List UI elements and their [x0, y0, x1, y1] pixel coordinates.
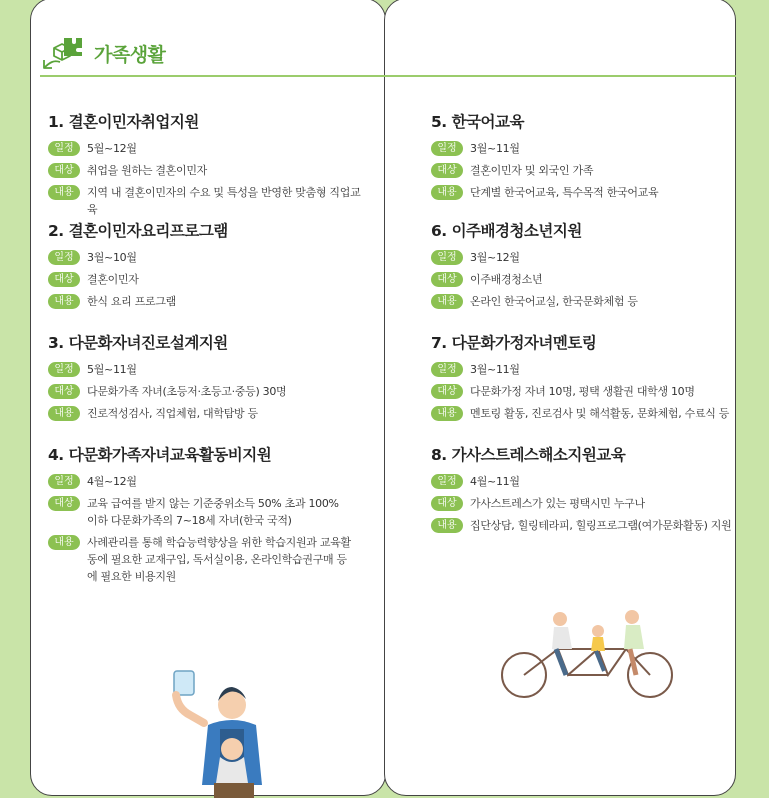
target-row — [431, 383, 731, 400]
target-value: 교육 급여를 받지 않는 기준중위소득 50% 초과 100% 이하 다문화가족의 7~18세 자녀(한국 국적) — [87, 497, 339, 527]
schedule-value: 5월~12월 — [87, 142, 137, 155]
section-6 — [431, 219, 731, 315]
target-badge: 대상 — [431, 163, 463, 178]
schedule-badge: 일정 — [48, 141, 80, 156]
section-title: 6. 이주배경청소년지원 — [431, 222, 582, 240]
target-row — [48, 495, 358, 529]
target-value: 가사스트레스가 있는 평택시민 누구나 — [470, 497, 645, 510]
schedule-value: 3월~11월 — [470, 363, 520, 376]
target-badge: 대상 — [48, 496, 80, 511]
target-badge: 대상 — [48, 163, 80, 178]
tandem-bicycle-illustration — [498, 605, 678, 700]
content-badge: 내용 — [431, 185, 463, 200]
schedule-row — [48, 140, 368, 157]
content-value: 진로적성검사, 직업체험, 대학탐방 등 — [87, 407, 258, 420]
section-title: 5. 한국어교육 — [431, 113, 524, 131]
content-row — [431, 293, 731, 310]
target-row — [431, 162, 731, 179]
target-badge: 대상 — [431, 384, 463, 399]
content-badge: 내용 — [431, 518, 463, 533]
schedule-value: 3월~11월 — [470, 142, 520, 155]
section-title: 8. 가사스트레스해소지원교육 — [431, 446, 626, 464]
puzzle-pieces-icon — [42, 34, 84, 72]
target-value: 다문화가족 자녀(초등저·초등고·중등) 30명 — [87, 385, 287, 398]
content-badge: 내용 — [48, 406, 80, 421]
target-row — [431, 495, 741, 512]
schedule-row — [48, 361, 368, 378]
target-badge: 대상 — [431, 496, 463, 511]
section-title: 7. 다문화가정자녀멘토링 — [431, 334, 597, 352]
schedule-badge: 일정 — [48, 362, 80, 377]
target-row — [48, 271, 368, 288]
schedule-badge: 일정 — [431, 362, 463, 377]
father-baby-illustration — [160, 665, 300, 798]
schedule-value: 3월~12월 — [470, 251, 520, 264]
section-8 — [431, 443, 741, 539]
content-value: 멘토링 활동, 진로검사 및 해석활동, 문화체험, 수료식 등 — [470, 407, 730, 420]
content-row — [48, 534, 358, 585]
section-4 — [48, 443, 358, 590]
section-5 — [431, 110, 731, 206]
section-title: 1. 결혼이민자취업지원 — [48, 113, 199, 131]
section-2 — [48, 219, 368, 315]
content-row — [431, 517, 741, 534]
content-value: 온라인 한국어교실, 한국문화체험 등 — [470, 295, 638, 308]
content-badge: 내용 — [48, 535, 80, 550]
target-badge: 대상 — [48, 384, 80, 399]
content-row — [48, 184, 368, 218]
page-title: 가족생활 — [94, 43, 166, 66]
target-value: 결혼이민자 — [87, 273, 139, 286]
target-row — [48, 162, 368, 179]
target-badge: 대상 — [48, 272, 80, 287]
content-badge: 내용 — [48, 185, 80, 200]
section-title: 2. 결혼이민자요리프로그램 — [48, 222, 228, 240]
schedule-row — [48, 249, 368, 266]
content-row — [48, 293, 368, 310]
schedule-row — [431, 473, 741, 490]
target-value: 이주배경청소년 — [470, 273, 543, 286]
schedule-row — [48, 473, 358, 490]
schedule-value: 5월~11월 — [87, 363, 137, 376]
schedule-row — [431, 140, 731, 157]
content-row — [48, 405, 368, 422]
schedule-row — [431, 361, 731, 378]
section-title: 4. 다문화가족자녀교육활동비지원 — [48, 446, 272, 464]
schedule-badge: 일정 — [48, 474, 80, 489]
content-row — [431, 184, 731, 201]
content-badge: 내용 — [431, 406, 463, 421]
schedule-badge: 일정 — [431, 250, 463, 265]
schedule-badge: 일정 — [431, 141, 463, 156]
target-value: 취업을 원하는 결혼이민자 — [87, 164, 207, 177]
section-title: 3. 다문화자녀진로설계지원 — [48, 334, 228, 352]
target-value: 다문화가정 자녀 10명, 평택 생활권 대학생 10명 — [470, 385, 695, 398]
target-badge: 대상 — [431, 272, 463, 287]
content-value: 단계별 한국어교육, 특수목적 한국어교육 — [470, 186, 659, 199]
content-value: 한식 요리 프로그램 — [87, 295, 177, 308]
header-divider — [40, 75, 736, 77]
schedule-value: 3월~10월 — [87, 251, 137, 264]
target-value: 결혼이민자 및 외국인 가족 — [470, 164, 594, 177]
content-value: 지역 내 결혼이민자의 수요 및 특성을 반영한 맞춤형 직업교육 — [87, 186, 361, 216]
section-7 — [431, 331, 731, 427]
page-header — [42, 34, 165, 72]
section-1 — [48, 110, 368, 223]
content-value: 집단상담, 힐링테라피, 힐링프로그램(여가문화활동) 지원 — [470, 519, 732, 532]
target-row — [48, 383, 368, 400]
content-badge: 내용 — [431, 294, 463, 309]
content-row — [431, 405, 731, 422]
schedule-value: 4월~12월 — [87, 475, 137, 488]
schedule-badge: 일정 — [48, 250, 80, 265]
section-3 — [48, 331, 368, 427]
target-row — [431, 271, 731, 288]
content-value: 사례관리를 통해 학습능력향상을 위한 학습지원과 교육활동에 필요한 교재구입, 독서실이용, 온라인학습권구매 등에 필요한 비용지원 — [87, 536, 351, 583]
schedule-row — [431, 249, 731, 266]
schedule-badge: 일정 — [431, 474, 463, 489]
schedule-value: 4월~11월 — [470, 475, 520, 488]
content-badge: 내용 — [48, 294, 80, 309]
